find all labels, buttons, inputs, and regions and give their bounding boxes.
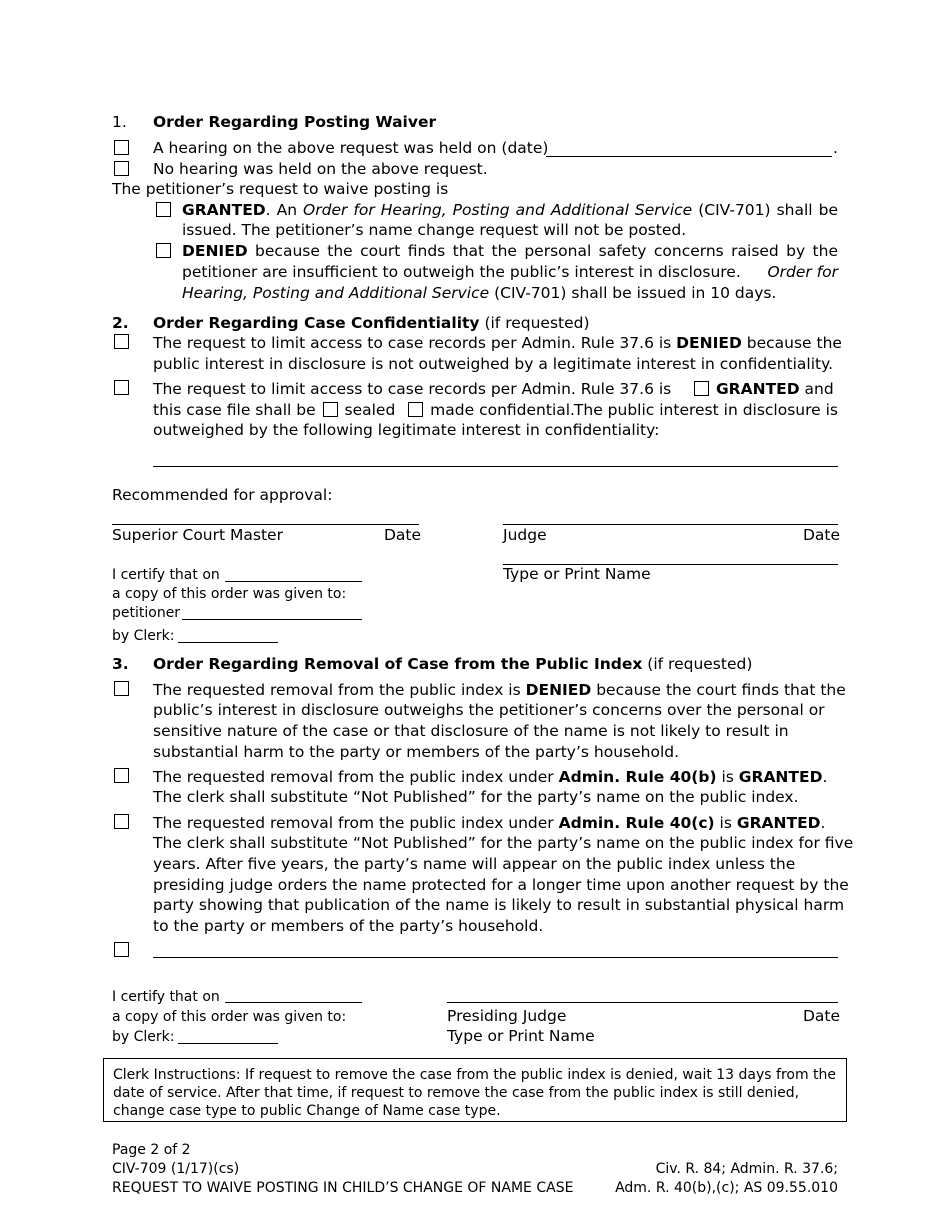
waive-granted-text-line2: issued. The petitioner’s name change request will not be posted. bbox=[182, 221, 687, 239]
rules-line1: Civ. R. 84; Admin. R. 37.6; bbox=[655, 1161, 838, 1177]
section-2-title-line bbox=[153, 313, 590, 333]
conf-granted-word: GRANTED bbox=[715, 380, 800, 398]
civ701-title: Order for Hearing, Posting and Additional Service bbox=[303, 201, 693, 219]
removal-40c-line3: years. After five years, the party’s name will appear on the public index unless the bbox=[153, 855, 796, 873]
removal-40c-line6: to the party or members of the party’s household. bbox=[153, 917, 544, 935]
removal-40b-checkbox[interactable] bbox=[114, 768, 129, 783]
no-hearing-checkbox[interactable] bbox=[114, 161, 129, 176]
removal-denied-word: DENIED bbox=[525, 681, 592, 699]
granted-text-b: (CIV-701) shall be bbox=[692, 201, 838, 219]
removal-denied-b: because the court finds that the bbox=[591, 681, 846, 699]
conf-granted-checkbox[interactable] bbox=[694, 381, 709, 396]
waive-request-intro: The petitioner’s request to waive posting is bbox=[112, 180, 449, 198]
removal-40c-dot: . bbox=[820, 814, 826, 832]
clerk-instructions-line2: date of service. After that time, if request to remove the case from the public index is still denied, bbox=[113, 1085, 800, 1101]
removal-40b-is: is bbox=[716, 768, 739, 786]
granted-text-a: . An bbox=[265, 201, 304, 219]
presiding-date-label: Date bbox=[803, 1007, 841, 1025]
certify1-date-field[interactable] bbox=[225, 581, 362, 582]
waive-granted-checkbox[interactable] bbox=[156, 202, 171, 217]
sealed-checkbox[interactable] bbox=[323, 402, 338, 417]
confidentiality-denied-checkbox[interactable] bbox=[114, 334, 129, 349]
certify1-line2: a copy of this order was given to: bbox=[112, 586, 347, 602]
waive-denied-text-line3 bbox=[182, 283, 776, 303]
removal-other-field[interactable] bbox=[153, 957, 838, 958]
section-2-number: 2. bbox=[112, 314, 129, 332]
recommended-label: Recommended for approval: bbox=[112, 486, 333, 504]
removal-40b-granted: GRANTED bbox=[738, 768, 823, 786]
certify1-petitioner-field[interactable] bbox=[182, 619, 362, 620]
section-3-title-line bbox=[153, 654, 752, 674]
removal-denied-checkbox[interactable] bbox=[114, 681, 129, 696]
judge-signature-line[interactable] bbox=[503, 524, 838, 525]
removal-denied-a: The requested removal from the public index is bbox=[153, 681, 526, 699]
confidentiality-granted-text bbox=[153, 379, 838, 399]
removal-40c-line5: party showing that publication of the name is likely to result in substantial physical harm bbox=[153, 896, 845, 914]
section-3-title-suffix: (if requested) bbox=[642, 655, 753, 673]
clerk-instructions-line1: Clerk Instructions: If request to remove the case from the public index is denied, wait 13 days from the bbox=[113, 1067, 837, 1083]
sealed-label: sealed bbox=[344, 401, 396, 419]
section-1-title: Order Regarding Posting Waiver bbox=[153, 113, 437, 131]
section-3-title: Order Regarding Removal of Case from the Public Index bbox=[153, 655, 643, 673]
removal-40c-granted: GRANTED bbox=[736, 814, 821, 832]
certify2-line1: I certify that on bbox=[112, 989, 220, 1005]
section-1-number: 1. bbox=[112, 113, 127, 131]
certify1-petitioner: petitioner bbox=[112, 605, 181, 621]
removal-40c-is: is bbox=[714, 814, 737, 832]
removal-denied-line2: public’s interest in disclosure outweighs the petitioner’s concerns over the personal or bbox=[153, 701, 825, 719]
presiding-judge-label: Presiding Judge bbox=[447, 1007, 567, 1025]
conf-granted-b: and bbox=[799, 380, 834, 398]
certify1-clerk-field[interactable] bbox=[178, 642, 278, 643]
hearing-held-label: A hearing on the above request was held on (date) bbox=[153, 139, 549, 157]
hearing-held-checkbox[interactable] bbox=[114, 140, 129, 155]
certify2-by-clerk: by Clerk: bbox=[112, 1029, 175, 1045]
confidentiality-granted-line2 bbox=[153, 400, 838, 420]
removal-40c-line4: presiding judge orders the name protected for a longer time upon another request by the bbox=[153, 876, 849, 894]
confidentiality-interest-field[interactable] bbox=[153, 466, 838, 467]
denied-text-b: petitioner are insufficient to outweigh the public’s interest in disclosure. bbox=[182, 263, 741, 281]
rule-40c: Admin. Rule 40(c) bbox=[558, 814, 715, 832]
denied-text-c: (CIV-701) shall be issued in 10 days. bbox=[489, 284, 777, 302]
removal-40b-line2: The clerk shall substitute “Not Published” for the party’s name on the public index. bbox=[153, 788, 799, 806]
confidentiality-granted-line3: outweighed by the following legitimate interest in confidentiality: bbox=[153, 421, 660, 439]
no-hearing-label: No hearing was held on the above request. bbox=[153, 160, 488, 178]
master-date-label: Date bbox=[384, 526, 422, 544]
judge-label: Judge bbox=[503, 526, 547, 544]
conf-denied-a: The request to limit access to case records per Admin. Rule 37.6 is bbox=[153, 334, 677, 352]
removal-denied-line4: substantial harm to the party or members of the party’s household. bbox=[153, 743, 680, 761]
denied-italic-2: Hearing, Posting and Additional Service bbox=[182, 284, 490, 302]
removal-40c-checkbox[interactable] bbox=[114, 814, 129, 829]
certify2-clerk-field[interactable] bbox=[178, 1043, 278, 1044]
rules-line2: Adm. R. 40(b),(c); AS 09.55.010 bbox=[615, 1180, 838, 1196]
denied-italic-1: Order for bbox=[767, 263, 838, 281]
removal-40b-line1 bbox=[153, 767, 827, 787]
conf-granted-box-group bbox=[692, 379, 834, 399]
waive-granted-text bbox=[182, 200, 838, 220]
denied-word: DENIED bbox=[182, 242, 248, 260]
clerk-instructions-box bbox=[103, 1058, 847, 1122]
confidentiality-denied-line2: public interest in disclosure is not outweighed by a legitimate interest in confidentiality. bbox=[153, 355, 834, 373]
confidentiality-granted-checkbox[interactable] bbox=[114, 380, 129, 395]
hearing-period: . bbox=[833, 139, 838, 157]
presiding-type-print-label: Type or Print Name bbox=[447, 1027, 595, 1045]
denied-text-a: because the court finds that the personal safety concerns raised by the bbox=[247, 242, 838, 260]
conf-line2-a: this case file shall be bbox=[153, 401, 316, 419]
granted-word: GRANTED bbox=[182, 201, 266, 219]
certify2-line2: a copy of this order was given to: bbox=[112, 1009, 347, 1025]
judge-type-print-label: Type or Print Name bbox=[503, 565, 651, 583]
removal-denied-line3: sensitive nature of the case or that disclosure of the name is not likely to result in bbox=[153, 722, 789, 740]
rule-40b: Admin. Rule 40(b) bbox=[558, 768, 717, 786]
certify1-by-clerk: by Clerk: bbox=[112, 628, 175, 644]
clerk-instructions-line3: change case type to public Change of Name case type. bbox=[113, 1103, 501, 1119]
confidentiality-denied-text bbox=[153, 333, 842, 353]
page-number: Page 2 of 2 bbox=[112, 1142, 191, 1158]
conf-granted-a: The request to limit access to case records per Admin. Rule 37.6 is bbox=[153, 380, 672, 398]
judge-date-label: Date bbox=[803, 526, 841, 544]
waive-denied-text-line2 bbox=[182, 262, 838, 282]
conf-line2-b: The public interest in disclosure is bbox=[573, 401, 838, 419]
section-3-number: 3. bbox=[112, 655, 129, 673]
removal-40c-a: The requested removal from the public index under bbox=[153, 814, 559, 832]
certify1-line1: I certify that on bbox=[112, 567, 220, 583]
conf-denied-b: because the bbox=[741, 334, 842, 352]
section-2-title: Order Regarding Case Confidentiality bbox=[153, 314, 480, 332]
removal-40c-line2: The clerk shall substitute “Not Published” for the party’s name on the public index for five bbox=[153, 834, 854, 852]
confidential-label: made confidential. bbox=[430, 401, 575, 419]
presiding-judge-signature-line[interactable] bbox=[447, 1002, 838, 1003]
waive-denied-text bbox=[182, 241, 838, 261]
hearing-date-field[interactable] bbox=[546, 156, 832, 157]
form-id: CIV-709 (1/17)(cs) bbox=[112, 1161, 240, 1177]
removal-other-checkbox[interactable] bbox=[114, 942, 129, 957]
certify2-date-field[interactable] bbox=[225, 1002, 362, 1003]
removal-40b-a: The requested removal from the public index under bbox=[153, 768, 559, 786]
master-label: Superior Court Master bbox=[112, 526, 283, 544]
removal-40c-line1 bbox=[153, 813, 825, 833]
removal-denied-line1 bbox=[153, 680, 846, 700]
conf-denied-word: DENIED bbox=[676, 334, 742, 352]
form-title: REQUEST TO WAIVE POSTING IN CHILD’S CHANGE OF NAME CASE bbox=[112, 1180, 574, 1196]
waive-denied-checkbox[interactable] bbox=[156, 243, 171, 258]
removal-40b-dot: . bbox=[822, 768, 828, 786]
confidential-checkbox[interactable] bbox=[408, 402, 423, 417]
section-2-title-suffix: (if requested) bbox=[479, 314, 590, 332]
